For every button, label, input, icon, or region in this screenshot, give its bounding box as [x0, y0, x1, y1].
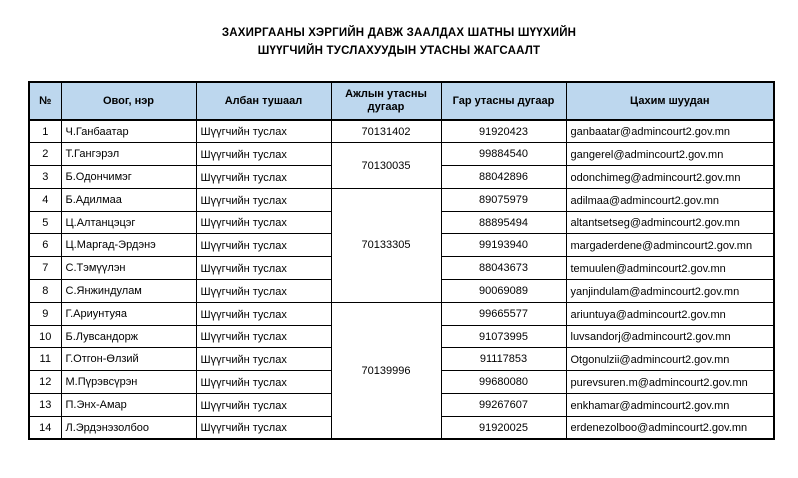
- position-cell: Шүүгчийн туслах: [196, 257, 331, 280]
- mobile-phone-cell: 91920423: [441, 120, 566, 143]
- row-number-cell: 13: [29, 394, 61, 417]
- table-body: [29, 120, 774, 439]
- mobile-phone-cell: 89075979: [441, 188, 566, 211]
- position-cell: Шүүгчийн туслах: [196, 325, 331, 348]
- position-cell: Шүүгчийн туслах: [196, 166, 331, 189]
- table-row: [29, 120, 774, 143]
- email-cell: altantsetseg@admincourt2.gov.mn: [566, 211, 774, 234]
- position-cell: Шүүгчийн туслах: [196, 280, 331, 303]
- name-cell: Б.Адилмаа: [61, 188, 196, 211]
- name-cell: Ц.Алтанцэцэг: [61, 211, 196, 234]
- name-cell: Б.Одончимэг: [61, 166, 196, 189]
- email-cell: temuulen@admincourt2.gov.mn: [566, 257, 774, 280]
- mobile-phone-cell: 99267607: [441, 394, 566, 417]
- position-cell: Шүүгчийн туслах: [196, 143, 331, 166]
- name-cell: Б.Лувсандорж: [61, 325, 196, 348]
- row-number-cell: 11: [29, 348, 61, 371]
- row-number-cell: 2: [29, 143, 61, 166]
- email-cell: ganbaatar@admincourt2.gov.mn: [566, 120, 774, 143]
- name-cell: П.Энх-Амар: [61, 394, 196, 417]
- name-cell: Ч.Ганбаатар: [61, 120, 196, 143]
- mobile-phone-cell: 99193940: [441, 234, 566, 257]
- position-cell: Шүүгчийн туслах: [196, 416, 331, 439]
- row-number-cell: 1: [29, 120, 61, 143]
- table-row: [29, 302, 774, 325]
- name-cell: Т.Гангэрэл: [61, 143, 196, 166]
- header-mobile-phone: Гар утасны дугаар: [441, 82, 566, 120]
- email-cell: purevsuren.m@admincourt2.gov.mn: [566, 371, 774, 394]
- row-number-cell: 10: [29, 325, 61, 348]
- position-cell: Шүүгчийн туслах: [196, 394, 331, 417]
- position-cell: Шүүгчийн туслах: [196, 234, 331, 257]
- header-name: Овог, нэр: [61, 82, 196, 120]
- email-cell: odonchimeg@admincourt2.gov.mn: [566, 166, 774, 189]
- row-number-cell: 4: [29, 188, 61, 211]
- name-cell: Г.Ариунтуяа: [61, 302, 196, 325]
- email-cell: luvsandorj@admincourt2.gov.mn: [566, 325, 774, 348]
- work-phone-cell: 70133305: [331, 188, 441, 302]
- email-cell: yanjindulam@admincourt2.gov.mn: [566, 280, 774, 303]
- position-cell: Шүүгчийн туслах: [196, 211, 331, 234]
- work-phone-cell: 70139996: [331, 302, 441, 439]
- table-header-row: [29, 82, 774, 120]
- mobile-phone-cell: 99665577: [441, 302, 566, 325]
- row-number-cell: 8: [29, 280, 61, 303]
- email-cell: gangerel@admincourt2.gov.mn: [566, 143, 774, 166]
- row-number-cell: 5: [29, 211, 61, 234]
- mobile-phone-cell: 99884540: [441, 143, 566, 166]
- email-cell: erdenezolboo@admincourt2.gov.mn: [566, 416, 774, 439]
- position-cell: Шүүгчийн туслах: [196, 371, 331, 394]
- position-cell: Шүүгчийн туслах: [196, 188, 331, 211]
- name-cell: С.Янжиндулам: [61, 280, 196, 303]
- mobile-phone-cell: 88042896: [441, 166, 566, 189]
- row-number-cell: 9: [29, 302, 61, 325]
- position-cell: Шүүгчийн туслах: [196, 348, 331, 371]
- email-cell: margaderdene@admincourt2.gov.mn: [566, 234, 774, 257]
- name-cell: С.Тэмүүлэн: [61, 257, 196, 280]
- row-number-cell: 3: [29, 166, 61, 189]
- row-number-cell: 12: [29, 371, 61, 394]
- mobile-phone-cell: 91073995: [441, 325, 566, 348]
- name-cell: Л.Эрдэнэзолбоо: [61, 416, 196, 439]
- mobile-phone-cell: 88895494: [441, 211, 566, 234]
- table-row: [29, 143, 774, 166]
- header-email: Цахим шуудан: [566, 82, 774, 120]
- row-number-cell: 6: [29, 234, 61, 257]
- page-title-line1: ЗАХИРГААНЫ ХЭРГИЙН ДАВЖ ЗААЛДАХ ШАТНЫ ШҮҮХИЙН: [221, 27, 577, 39]
- page-title-line2: ШҮҮГЧИЙН ТУСЛАХУУДЫН УТАСНЫ ЖАГСААЛТ: [257, 45, 541, 57]
- position-cell: Шүүгчийн туслах: [196, 120, 331, 143]
- name-cell: Г.Отгон-Өлзий: [61, 348, 196, 371]
- phone-list-table: [28, 81, 775, 440]
- email-cell: adilmaa@admincourt2.gov.mn: [566, 188, 774, 211]
- email-cell: enkhamar@admincourt2.gov.mn: [566, 394, 774, 417]
- page-title: [0, 0, 798, 60]
- header-work-phone: Ажлын утасны дугаар: [331, 82, 441, 120]
- header-number: №: [29, 82, 61, 120]
- work-phone-cell: 70131402: [331, 120, 441, 143]
- mobile-phone-cell: 88043673: [441, 257, 566, 280]
- mobile-phone-cell: 99680080: [441, 371, 566, 394]
- name-cell: М.Пүрэвсүрэн: [61, 371, 196, 394]
- mobile-phone-cell: 90069089: [441, 280, 566, 303]
- email-cell: ariuntuya@admincourt2.gov.mn: [566, 302, 774, 325]
- name-cell: Ц.Маргад-Эрдэнэ: [61, 234, 196, 257]
- header-position: Албан тушаал: [196, 82, 331, 120]
- row-number-cell: 14: [29, 416, 61, 439]
- table-header: [29, 82, 774, 120]
- table-row: [29, 188, 774, 211]
- mobile-phone-cell: 91920025: [441, 416, 566, 439]
- mobile-phone-cell: 91117853: [441, 348, 566, 371]
- row-number-cell: 7: [29, 257, 61, 280]
- email-cell: Otgonulzii@admincourt2.gov.mn: [566, 348, 774, 371]
- position-cell: Шүүгчийн туслах: [196, 302, 331, 325]
- work-phone-cell: 70130035: [331, 143, 441, 189]
